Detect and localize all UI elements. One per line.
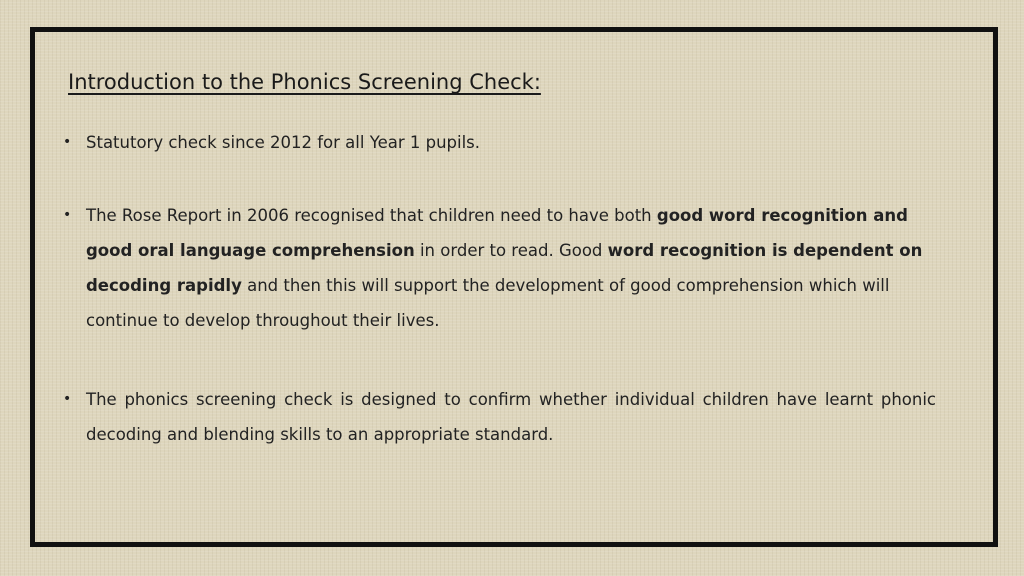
bullet-text-segment: in order to read. Good <box>414 241 608 260</box>
bullet-text <box>86 198 936 338</box>
bullet-dot-icon: • <box>63 391 72 407</box>
bullet-dot-icon: • <box>63 134 72 150</box>
bullet-text: Statutory check since 2012 for all Year 1 pupils. <box>86 133 481 152</box>
bullet-bold-segment: good word recognition and good oral language comprehension <box>86 206 908 260</box>
bullet-dot-icon: • <box>63 207 72 223</box>
bullet-text: The phonics screening check is designed to confirm whether individual children have learnt phonic decoding and blending skills to an appropriate standard. <box>86 390 936 444</box>
bullet-bold-segment: word recognition is dependent on decoding rapidly <box>86 241 923 295</box>
bullet-text-segment: The Rose Report in 2006 recognised that children need to have both <box>86 206 657 225</box>
slide-title: Introduction to the Phonics Screening Check: <box>68 70 541 94</box>
slide-frame <box>30 27 998 547</box>
bullet-text-segment: and then this will support the development of good comprehension which will continue to develop throughout their lives. <box>86 276 890 330</box>
